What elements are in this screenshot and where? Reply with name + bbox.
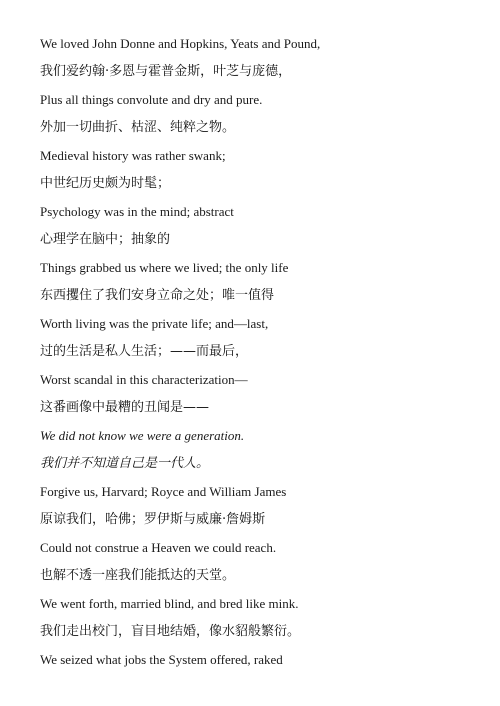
poem-line-zh-2: 外加一切曲折、枯涩、纯粹之物。 (40, 120, 236, 135)
poem-line-zh-1: 我们爱约翰·多恩与霍普金斯，叶芝与庞德， (40, 64, 292, 79)
poem-line-en-1: We loved John Donne and Hopkins, Yeats and Pound, (40, 36, 321, 51)
poem-line-en-7: Worst scandal in this characterization— (40, 372, 248, 387)
poem-line-zh-8: 我们并不知道自己是一代人。 (40, 456, 210, 471)
poem-line-en-12: We seized what jobs the System offered, raked (40, 652, 283, 667)
poem-line-en-9: Forgive us, Harvard; Royce and William James (40, 484, 287, 499)
poem-line-zh-9: 原谅我们，哈佛；罗伊斯与威廉·詹姆斯 (40, 512, 266, 527)
poem-line-en-4: Psychology was in the mind; abstract (40, 204, 234, 219)
poem-line-en-6: Worth living was the private life; and—last, (40, 316, 269, 331)
poem-line-en-5: Things grabbed us where we lived; the only life (40, 260, 289, 275)
poem-line-zh-6: 过的生活是私人生活；——而最后， (40, 344, 249, 359)
poem-line-zh-4: 心理学在脑中；抽象的 (40, 232, 171, 247)
poem-line-zh-5: 东西攫住了我们安身立命之处；唯一值得 (40, 288, 275, 303)
poem-line-en-8: We did not know we were a generation. (40, 428, 245, 443)
poem-line-en-2: Plus all things convolute and dry and pure. (40, 92, 263, 107)
poem-line-zh-7: 这番画像中最糟的丑闻是—— (40, 400, 210, 415)
poem-line-en-10: Could not construe a Heaven we could reach. (40, 540, 277, 555)
poem-line-zh-3: 中世纪历史颇为时髦； (40, 176, 171, 191)
poem-line-zh-10: 也解不透一座我们能抵达的天堂。 (40, 568, 236, 583)
poem-line-zh-11: 我们走出校门，盲目地结婚，像水貂般繁衍。 (40, 624, 301, 639)
poem-line-en-3: Medieval history was rather swank; (40, 148, 226, 163)
poem-line-en-11: We went forth, married blind, and bred like mink. (40, 596, 299, 611)
